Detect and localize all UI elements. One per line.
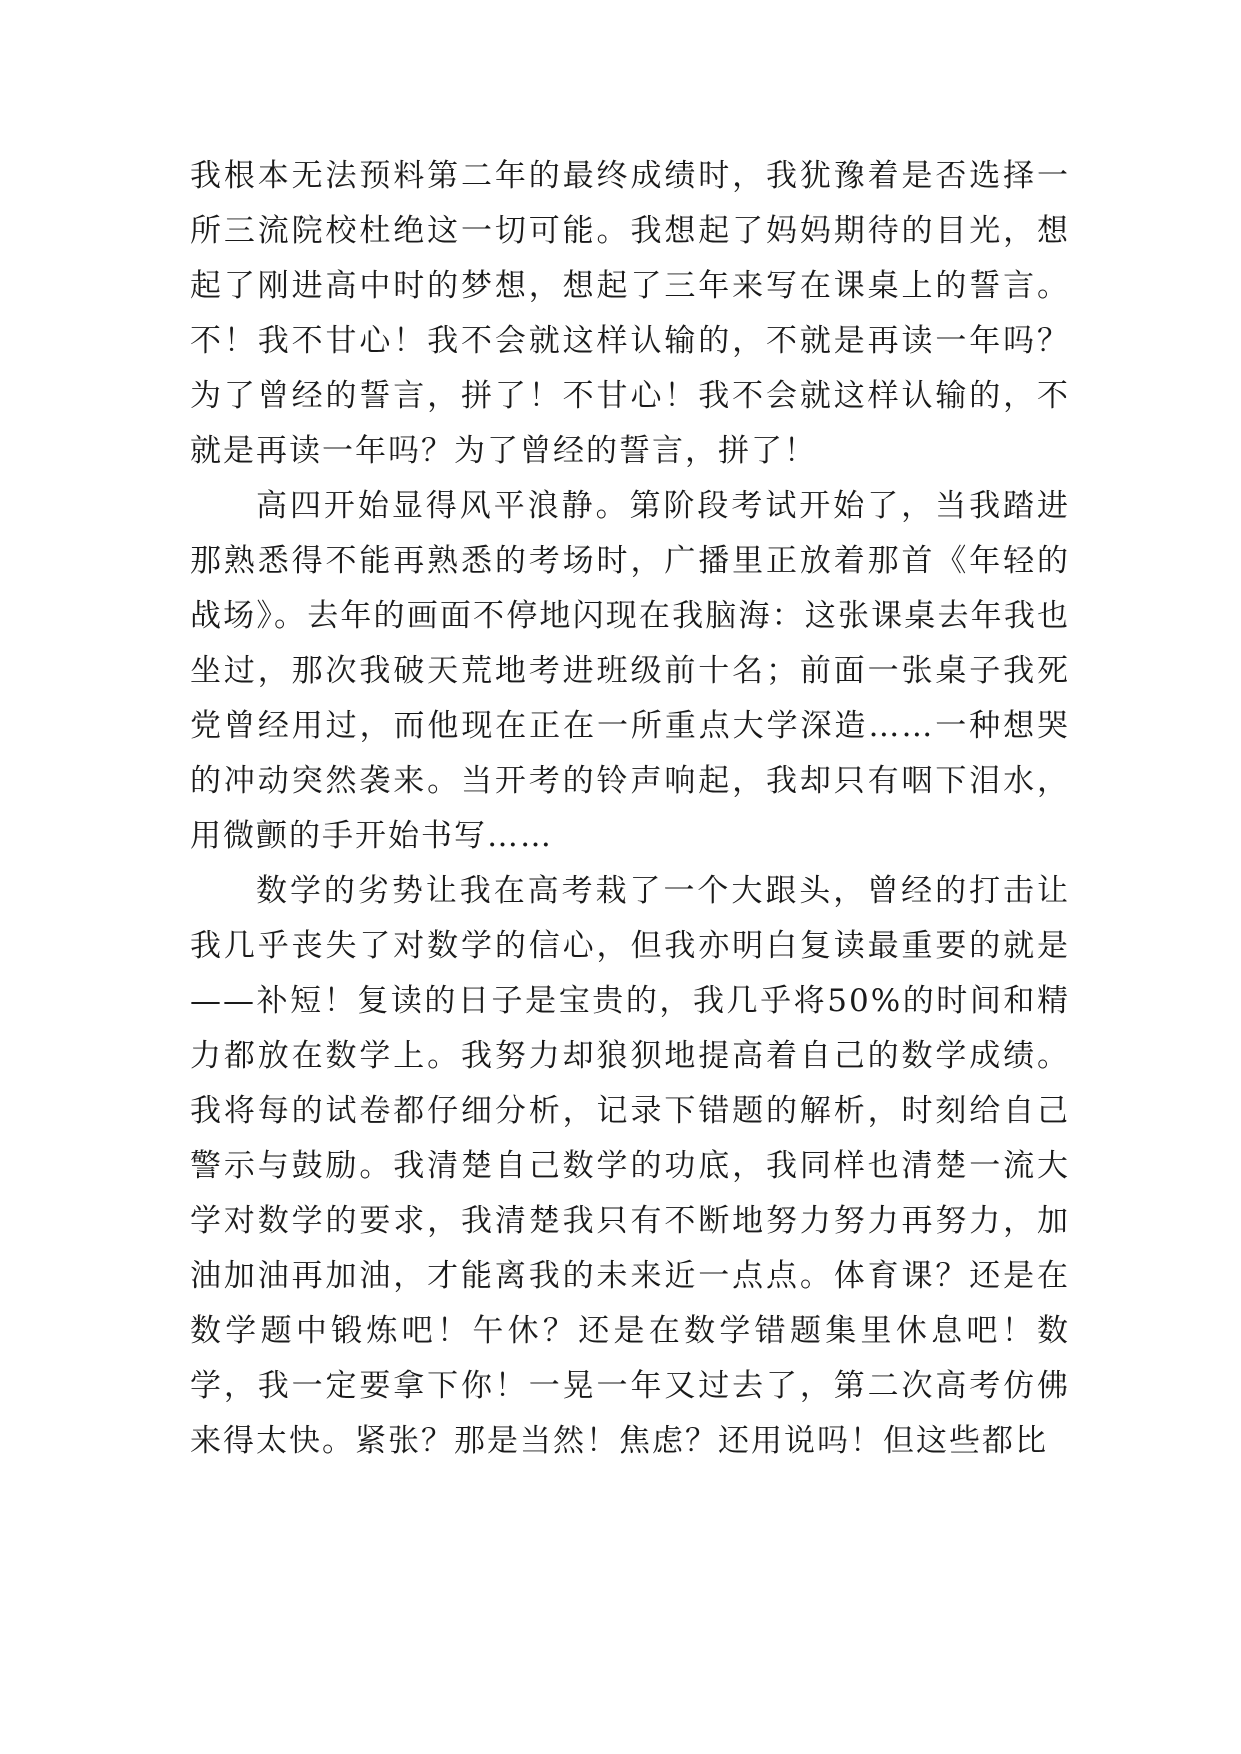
paragraph-2: 高四开始显得风平浪静。第阶段考试开始了，当我踏进那熟悉得不能再熟悉的考场时，广播里正放着那首《年轻的战场》。去年的画面不停地闪现在我脑海：这张课桌去年我也坐过，那次我破天荒地考进班级前十名；前面一张桌子我死党曾经用过，而他现在正在一所重点大学深造……一种想哭的冲动突然袭来。当开考的铃声响起，我却只有咽下泪水，用微颤的手开始书写…… xyxy=(190,488,1070,854)
paragraph-3: 数学的劣势让我在高考栽了一个大跟头，曾经的打击让我几乎丧失了对数学的信心，但我亦明白复读最重要的就是——补短！复读的日子是宝贵的，我几乎将50%的时间和精力都放在数学上。我努力却狼狈地提高着自己的数学成绩。我将每的试卷都仔细分析，记录下错题的解析，时刻给自己警示与鼓励。我清楚自己数学的功底，我同样也清楚一流大学对数学的要求，我清楚我只有不断地努力努力再努力，加油加油再加油，才能离我的未来近一点点。体育课？还是在数学题中锻炼吧！午休？还是在数学错题集里休息吧！数学，我一定要拿下你！一晃一年又过去了，第二次高考仿佛来得太快。紧张？那是当然！焦虑？还用说吗！但这些都比 xyxy=(190,873,1070,1459)
document-page xyxy=(190,149,1070,1469)
paragraph-1: 我根本无法预料第二年的最终成绩时，我犹豫着是否选择一所三流院校杜绝这一切可能。我想起了妈妈期待的目光，想起了刚进高中时的梦想，想起了三年来写在课桌上的誓言。不！我不甘心！我不会就这样认输的，不就是再读一年吗？为了曾经的誓言，拼了！不甘心！我不会就这样认输的，不就是再读一年吗？为了曾经的誓言，拼了！ xyxy=(190,158,1070,469)
